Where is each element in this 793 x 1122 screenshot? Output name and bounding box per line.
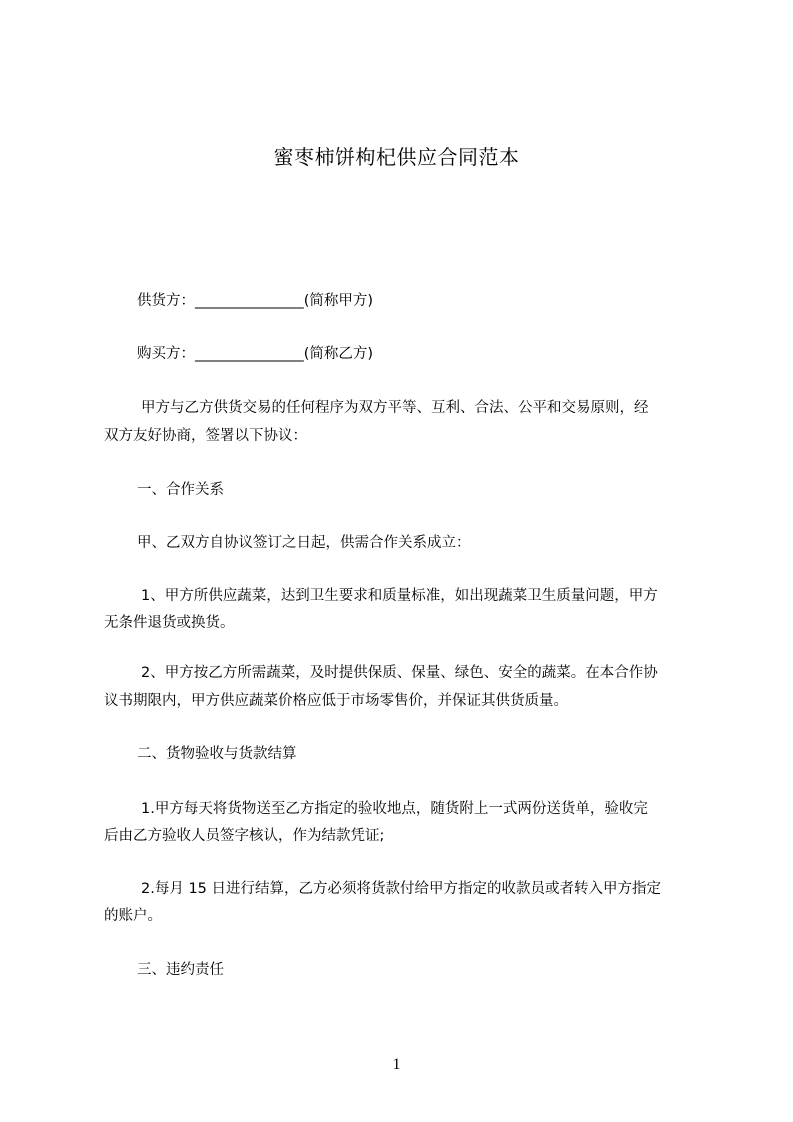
cooperation-item-2-line-1: 2、甲方按乙方所需蔬菜，及时提供保质、保量、绿色、安全的蔬菜。在本合作协	[141, 665, 658, 681]
cooperation-item-2-line-2: 议书期限内，甲方供应蔬菜价格应低于市场零售价，并保证其供货质量。	[104, 693, 568, 709]
intro-line-1: 甲方与乙方供货交易的任何程序为双方平等、互利、合法、公平和交易原则，经	[141, 400, 649, 416]
settlement-item-2-line-1: 2.每月 15 日进行结算，乙方必须将货款付给甲方指定的收款员或者转入甲方指定	[141, 881, 662, 897]
document-title: 蜜枣柿饼枸杞供应合同范本	[273, 145, 520, 169]
page-number: 1	[392, 1056, 401, 1073]
settlement-item-1-line-2: 后由乙方验收人员签字核认，作为结款凭证;	[104, 828, 385, 844]
section-heading-cooperation: 一、合作关系	[137, 482, 224, 498]
cooperation-item-1-line-1: 1、甲方所供应蔬菜，达到卫生要求和质量标准，如出现蔬菜卫生质量问题，甲方	[141, 588, 658, 604]
supplier-line: 供货方：_______________(简称甲方)	[137, 293, 374, 309]
cooperation-paragraph: 甲、乙双方自协议签订之日起，供需合作关系成立：	[137, 535, 471, 551]
cooperation-item-1-line-2: 无条件退货或换货。	[104, 615, 235, 631]
settlement-item-1-line-1: 1.甲方每天将货物送至乙方指定的验收地点，随货附上一式两份送货单，验收完	[141, 801, 648, 817]
section-heading-liability: 三、违约责任	[137, 962, 224, 978]
intro-line-2: 双方友好协商，签署以下协议：	[104, 428, 307, 444]
settlement-item-2-line-2: 的账户。	[104, 908, 162, 924]
section-heading-acceptance-settlement: 二、货物验收与货款结算	[137, 746, 297, 762]
buyer-line: 购买方：_______________(简称乙方)	[137, 346, 374, 362]
